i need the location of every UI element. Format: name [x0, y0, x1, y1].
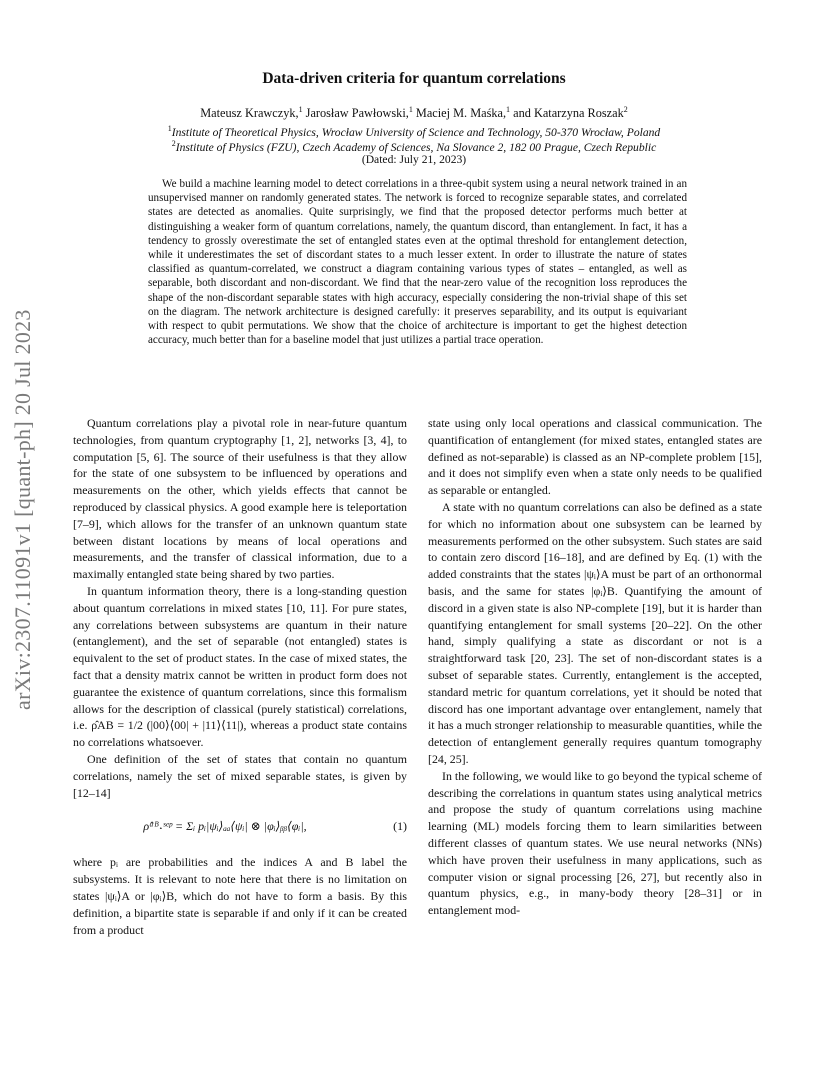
paper-title: Data-driven criteria for quantum correlations — [262, 70, 566, 87]
body-paragraph: state using only local operations and classical communication. The quantification of entanglement (for mixed states, entangled states are defined as not-separable) is classed as an NP-complete problem [15], and it does not simplify even when a state only needs to be qualified as separable or entangled. — [428, 416, 762, 498]
body-paragraph: In the following, we would like to go beyond the typical scheme of describing the correlations in quantum states using analytical metrics and propose the study of quantum correlations using machine learning (ML) models forcing them to learn similarities between different classes of quantum states. We use neural networks (NNs) which have proven their usefulness in many applications, such as computer vision or signal processing [26, 27], but recently also in quantum physics, e.g., in many-body theory [28–31] or in entanglement mod- — [428, 768, 762, 918]
abstract: We build a machine learning model to detect correlations in a three-qubit system using a neural network trained in an unsupervised manner on randomly generated states. The network is forced to recognize separable states, and correlated states are detected as anomalies. Quite surprisingly, we find that the proposed detector performs much better at distinguishing a weaker form of quantum correlations, namely, the quantum discord, than entanglement. In fact, it has a tendency to grossly overestimate the set of entangled states even at the optimal threshold for entanglement detection, while it underestimates the set of discordant states to a much lesser extent. In order to illustrate the nature of states classified as quantum-correlated, we construct a diagram containing various types of states – entangled, as well as separable, both discordant and non-discordant. We find that the near-zero value of the recognition loss reproduces the shape of the non-discordant separable states with high accuracy, especially considering the non-trivial shape of this set on the diagram. The network architecture is designed carefully: it preserves separability, and its output is equivariant with respect to qubit permutations. We show that the choice of architecture is important to get the highest detection accuracy, much better than for a baseline model that just utilizes a partial trace operation. — [148, 178, 687, 347]
affiliation-text: Institute of Theoretical Physics, Wrocław University of Science and Technology, 50-370 Wrocław, Poland — [171, 125, 661, 139]
affil-mark: 1 — [167, 124, 172, 133]
date-line: (Dated: July 21, 2023) — [361, 153, 467, 166]
author-list — [0, 105, 828, 121]
equation-1 — [73, 804, 407, 848]
affiliation — [0, 139, 828, 154]
author-name: and Katarzyna Roszak — [513, 106, 624, 121]
author-name: Mateusz Krawczyk, — [200, 106, 299, 121]
author-name: Jarosław Pawłowski, — [305, 106, 409, 121]
right-column — [428, 415, 762, 919]
affil-mark: 1 — [506, 105, 511, 114]
body-paragraph: In quantum information theory, there is a long-standing question about quantum correlations in mixed states [10, 11]. For pure states, any correlations between subsystems are quantum in their nature (entanglement), and the set of separable (not entangled) states is equivalent to the set of product states. In the case of mixed states, the fact that a density matrix cannot be written in product form does not guarantee the existence of quantum correlations, since this formalism allows for the description of classical (purely statistical) correlations, i.e. ρ̂AB = 1/2 (|00⟩⟨00| + |11⟩⟨11|), whereas a product state contains no correlations whatsoever. — [73, 583, 407, 750]
body-paragraph: A state with no quantum correlations can also be defined as a state for which no information about one subsystem can be learned by measurements performed on the other subsystem. Such states are said to contain zero discord [16–18], and are defined by Eq. (1) with the added constraints that the states |ψᵢ⟩A must be part of an orthonormal basis, and the same for states |φᵢ⟩B. Quantifying the amount of discord in a given state is also NP-complete [19], but it is harder than quantifying entanglement for small systems [20–22]. On the other hand, simply qualifying a state as discordant or not is a straightforward task [20, 23]. The set of non-discordant states is a subset of separable states. Currently, entanglement is the accepted, standard metric for quantum correlations, yet it should be noted that discord has one important advantage over entanglement, namely that it has a much stronger relationship to measurable quantities, while the detection of entanglement generally requires quantum tomography [24, 25]. — [428, 499, 762, 766]
arxiv-stamp: arXiv:2307.11091v1 [quant-ph] 20 Jul 2023 — [10, 309, 35, 710]
affiliation — [0, 124, 828, 139]
body-paragraph: Quantum correlations play a pivotal role in near-future quantum technologies, from quantum cryptography [1, 2], networks [3, 4], to computation [5, 6]. The source of their usefulness is that they allow for the state of one subsystem to be influenced by operations and measurements on the other, which yields effects that cannot be reproduced by classical physics. A good example here is teleportation [7–9], which allows for the transfer of an unknown quantum state between distant locations by means of local operations and measurements, and the transfer of classical information, due to a maximally entangled state being shared by two parties. — [73, 416, 407, 582]
affil-mark: 1 — [408, 105, 413, 114]
affil-mark: 2 — [171, 139, 176, 148]
equation-body: ρ̂ᵃᴮ˖ˢᵉᵖ = Σᵢ pᵢ|ψᵢ⟩ₐₐ⟨ψᵢ| ⊗ |φᵢ⟩ᵦᵦ⟨φᵢ|, — [143, 818, 307, 833]
left-column — [73, 415, 407, 938]
affil-mark: 1 — [298, 105, 303, 114]
author-name: Maciej M. Maśka, — [415, 106, 507, 121]
affil-mark: 2 — [623, 105, 628, 114]
affiliation-text: Institute of Physics (FZU), Czech Academy of Sciences, Na Slovance 2, 182 00 Prague, Czech Republic — [175, 140, 657, 154]
equation-number: (1) — [393, 818, 407, 833]
body-paragraph: One definition of the set of states that contain no quantum correlations, namely the set of mixed separable states, is given by [12–14] — [73, 751, 407, 800]
body-paragraph: where pᵢ are probabilities and the indices A and B label the subsystems. It is relevant to note here that there is no limitation on states |ψᵢ⟩A or |φᵢ⟩B, which do not have to form a basis. By this definition, a bipartite state is separable if and only if it can be created from a product — [73, 855, 407, 937]
